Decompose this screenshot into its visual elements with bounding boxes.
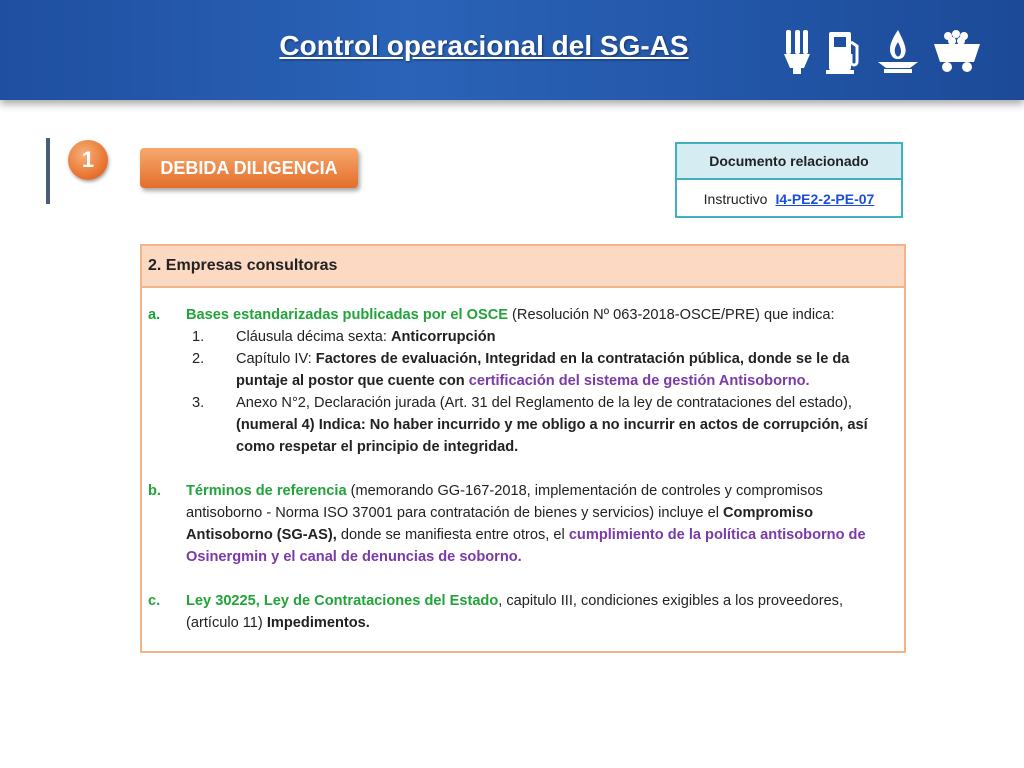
section-divider <box>46 138 50 204</box>
document-prefix: Instructivo <box>703 191 768 207</box>
header-bar <box>0 0 1024 100</box>
sublist-item-text: Anexo N°2, Declaración jurada (Art. 31 del Reglamento de la ley de contrataciones del estado), (numeral 4) Indica: No haber incurrido y me obligo a no incurrir en actos de corrupción, así como respetar el principio de integridad. <box>236 395 868 455</box>
sublist-item-3 <box>192 392 890 458</box>
section-number-badge: 1 <box>68 140 108 180</box>
content-panel <box>140 244 906 653</box>
sublist-item-1 <box>192 326 890 348</box>
document-link[interactable]: I4-PE2-2-PE-07 <box>775 191 875 207</box>
sector-icons <box>782 28 980 74</box>
gas-flame-icon <box>876 28 920 74</box>
list-marker: a. <box>148 307 161 323</box>
mining-cart-icon <box>934 28 980 74</box>
related-document-body <box>677 180 901 218</box>
page-title: Control operacional del SG-AS <box>279 30 689 61</box>
content-heading: 2. Empresas consultoras <box>142 246 904 288</box>
list-marker: c. <box>148 593 161 609</box>
sublist-item-2 <box>192 348 890 392</box>
sublist-marker: 3. <box>192 395 205 411</box>
fuel-pump-icon <box>826 28 862 74</box>
section-label-button: DEBIDA DILIGENCIA <box>140 148 358 188</box>
content-body <box>142 288 904 634</box>
list-item-b <box>148 480 890 568</box>
electricity-icon <box>782 28 812 74</box>
list-item-text: Ley 30225, Ley de Contrataciones del Estado, capitulo III, condiciones exigibles a los proveedores, (artículo 11) Impedimentos. <box>186 593 844 631</box>
list-marker: b. <box>148 483 161 499</box>
list-item-c <box>148 590 890 634</box>
sublist-marker: 1. <box>192 329 205 345</box>
sublist-item-text: Cláusula décima sexta: Anticorrupción <box>236 329 496 345</box>
sublist-marker: 2. <box>192 351 205 367</box>
related-document-heading: Documento relacionado <box>677 144 901 180</box>
list-item-text: Bases estandarizadas publicadas por el OSCE (Resolución Nº 063-2018-OSCE/PRE) que indica: <box>186 307 835 323</box>
sublist-item-text: Capítulo IV: Factores de evaluación, Integridad en la contratación pública, donde se le da puntaje al postor que cuente con certificación del sistema de gestión Antisoborno. <box>236 351 850 389</box>
related-document-box <box>675 142 903 218</box>
list-item-text: Términos de referencia (memorando GG-167-2018, implementación de controles y compromisos antisoborno - Norma ISO 37001 para contratación de bienes y servicios) incluye el Compromiso Antisoborno (SG-AS), donde se manifiesta entre otros, el cumplimiento de la política antisoborno de Osinergmin y el canal de denuncias de soborno. <box>186 483 866 565</box>
list-item-a <box>148 304 890 326</box>
